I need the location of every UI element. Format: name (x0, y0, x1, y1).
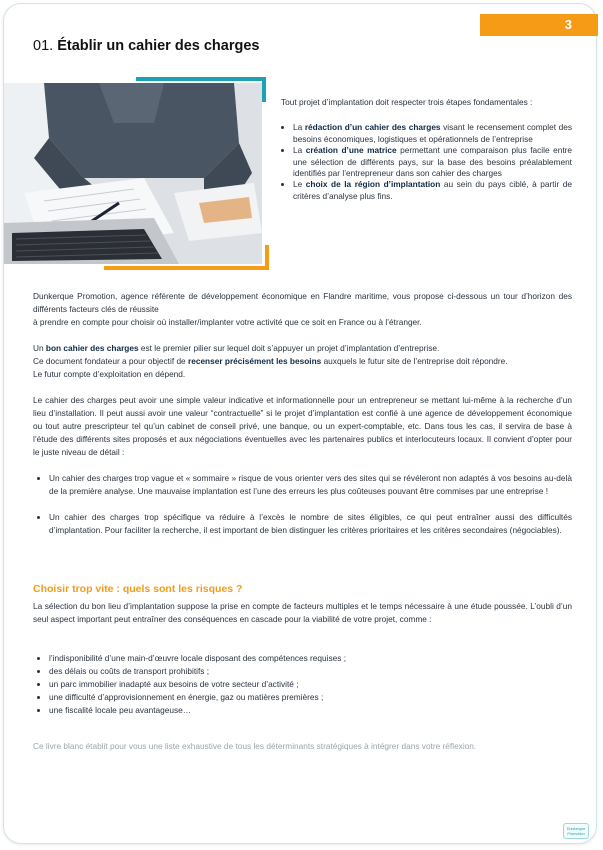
body-bullets (33, 472, 572, 550)
risks-heading: Choisir trop vite : quels sont les risques ? (33, 583, 243, 595)
para3-pre: Ce document fondateur a pour objectif de (33, 356, 188, 366)
intro-step-bold: rédaction d’un cahier des charges (304, 122, 441, 133)
list-item: • une difficulté d’approvisionnement en énergie, gaz ou matières premières ; (49, 691, 572, 704)
dunkerque-promotion-logo (563, 823, 589, 839)
section-title (33, 38, 259, 54)
list-item: • Un cahier des charges trop spécifique va réduire à l’excès le nombre de sites éligibles, ce qui peut entraîner aussi des difficultés d’implantation. Pour faciliter la recherche, il est important de bien distinguer les critères prioritaires et les critères secondaires (négociables). (49, 511, 572, 537)
intro-step-post: au sein du pays ciblé, à partir de critères d’analyse plus fins. (293, 179, 572, 201)
para2-pre: Un (33, 343, 46, 353)
intro-step-post: permettant une comparaison plus facile entre une sélection de différents pays, sur la base des besoins préalablement identifiés par l’entrepreneur dans son cahier des charges (293, 145, 572, 179)
risks-text: La sélection du bon lieu d’implantation suppose la prise en compte de facteurs multiples et le temps nécessaire à une étude poussée. L’oubli d’un seul aspect important peut entraîner des conséquences en cascade pour la viabilité de votre projet, comme : (33, 601, 572, 624)
section-number: 01. (33, 38, 54, 54)
para2 (33, 342, 572, 355)
list-item: • un parc immobilier inadapté aux besoins de votre secteur d’activité ; (49, 678, 572, 691)
para1-line1: Dunkerque Promotion, agence référente de développement économique en Flandre maritime, vous propose ci-dessous un tour d’horizon des différents facteurs clés de réussite (33, 291, 572, 314)
intro-step-bold: choix de la région d’implantation (305, 179, 441, 190)
para2-bold: bon cahier des charges (45, 343, 139, 353)
body-para-2 (33, 342, 572, 381)
para3-post: auxquels le futur site de l’entreprise doit répondre. (321, 356, 508, 366)
body-para-1 (33, 290, 572, 329)
intro-lead: Tout projet d’implantation doit respecter trois étapes fondamentales : (281, 97, 533, 107)
intro-step (293, 179, 572, 202)
desk-photo (4, 83, 262, 264)
para1-line2: à prendre en compte pour choisir où installer/implanter votre activité que ce soit en France ou à l’étranger. (33, 317, 422, 327)
para4: Le cahier des charges peut avoir une simple valeur indicative et informationnelle pour un entrepreneur se mettant lui-même à la recherche d’un lieu d’installation. Il peut aussi avoir une valeur “contractuelle” si le projet d’implantation est confié à une agence de développement économique ou tout autre prescripteur tel qu’un cabinet de conseil privé, une banque, ou un expert-comptable, etc. Dans tous les cas, il servira de base à l’étude des différents sites proposés et aux négociations éventuelles avec les partenaires publics et interlocuteurs locaux. Il convient d’opter pour le juste niveau de détail : (33, 395, 572, 457)
para3-bold: recenser précisément les besoins (187, 356, 322, 366)
intro-step (293, 122, 572, 145)
intro-step-post: visant le recensement complet des besoins économiques, logistiques et opérationnels de l’entreprise (293, 122, 572, 144)
list-item: • l’indisponibilité d’une main-d’œuvre locale disposant des compétences requises ; (49, 652, 572, 665)
detail-level-list (33, 472, 572, 537)
risks-list-block (33, 652, 572, 717)
intro-step-pre: La (293, 122, 305, 133)
intro-steps-list (281, 122, 572, 202)
list-item: • une fiscalité locale peu avantageuse… (49, 704, 572, 717)
para3 (33, 355, 572, 368)
intro-step (293, 145, 572, 179)
logo-line1: Dunkerque (566, 827, 586, 831)
page-number: 3 (564, 17, 572, 32)
body-para-4 (33, 394, 572, 459)
list-item: • des délais ou coûts de transport prohibitifs ; (49, 665, 572, 678)
para2-post: est le premier pilier sur lequel doit s’appuyer un projet d’implantation d’entreprise. (138, 343, 440, 353)
risks-list (33, 652, 572, 717)
footer-note: Ce livre blanc établit pour vous une liste exhaustive de tous les déterminants stratégiques à intégrer dans votre réflexion. (33, 741, 477, 751)
section-title-text: Établir un cahier des charges (57, 38, 260, 54)
intro-step-bold: création d’une matrice (305, 145, 397, 156)
photo-block (4, 77, 266, 270)
intro-step-pre: La (293, 145, 306, 156)
intro-step-pre: Le (293, 179, 306, 190)
risks-para (33, 600, 572, 626)
list-item: • Un cahier des charges trop vague et « sommaire » risque de vous orienter vers des sites qui se révéleront non adaptés à vos besoins au-delà de la première analyse. Une mauvaise implantation est l’une des erreurs les plus coûteuses pouvant être commises par une entreprise ! (49, 472, 572, 498)
intro-block (281, 97, 572, 202)
para3-line2: Le futur compte d’exploitation en dépend. (33, 369, 186, 379)
logo-line2: Promotion (567, 831, 585, 836)
desk-illustration (4, 83, 262, 264)
page-number-tab (480, 14, 598, 36)
